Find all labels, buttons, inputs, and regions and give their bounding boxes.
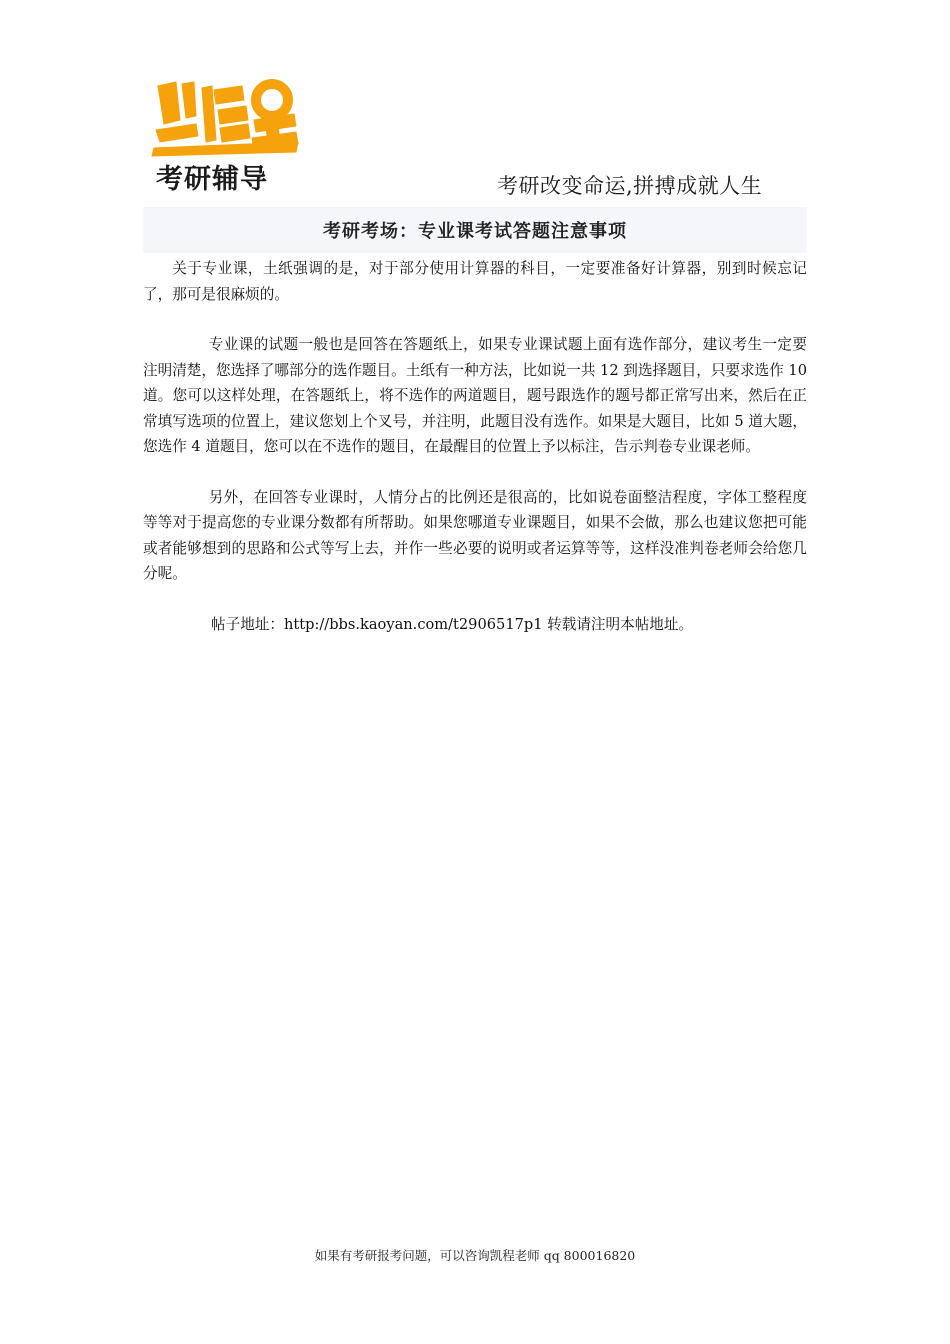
- kaicheng-logo-graphic: [150, 76, 300, 200]
- paragraph-3: 另外，在回答专业课时，人情分占的比例还是很高的，比如说卷面整洁程度，字体工整程度等等对于提高您的专业课分数都有所帮助。如果您哪道专业课题目，如果不会做，那么也建议您把可能或者能够想到的思路和公式等写上去，并作一些必要的说明或者运算等等，这样没准判卷老师会给您几分呢。: [143, 488, 807, 582]
- paragraph-1: 关于专业课，土纸强调的是，对于部分使用计算器的科目，一定要准备好计算器，别到时候忘记了，那可是很麻烦的。: [143, 260, 807, 303]
- paragraph-2: 专业课的试题一般也是回答在答题纸上，如果专业课试题上面有选作部分，建议考生一定要注明清楚，您选择了哪部分的选作题目。土纸有一种方法，比如说一共 12 到选择题目，只要求选作 10 道。您可以这样处理，在答题纸上，将不选作的两道题目，题号跟选作的题号都正常写出来，然后在正常填写选项的位置上，建议您划上个叉号，并注明，此题目没有选作。如果是大题目，比如 5 道大题，您选作 4 道题目，您可以在不选作的题目，在最醒目的位置上予以标注，告示判卷专业课老师。: [143, 336, 807, 455]
- post-link: 帖子地址：http://bbs.kaoyan.com/t2906517p1 转载请注明本帖地址。: [211, 615, 694, 633]
- article-body: [143, 256, 807, 662]
- footer-contact: 如果有考研报考问题，可以咨询凯程老师 qq 800016820: [314, 1248, 636, 1263]
- article-title: 考研考场：专业课考试答题注意事项: [323, 221, 627, 242]
- title-bar: [143, 207, 807, 253]
- header-slogan: 考研改变命运,拼搏成就人生: [497, 174, 763, 198]
- logo-subtext: 考研辅导: [156, 164, 268, 195]
- logo: [150, 76, 300, 200]
